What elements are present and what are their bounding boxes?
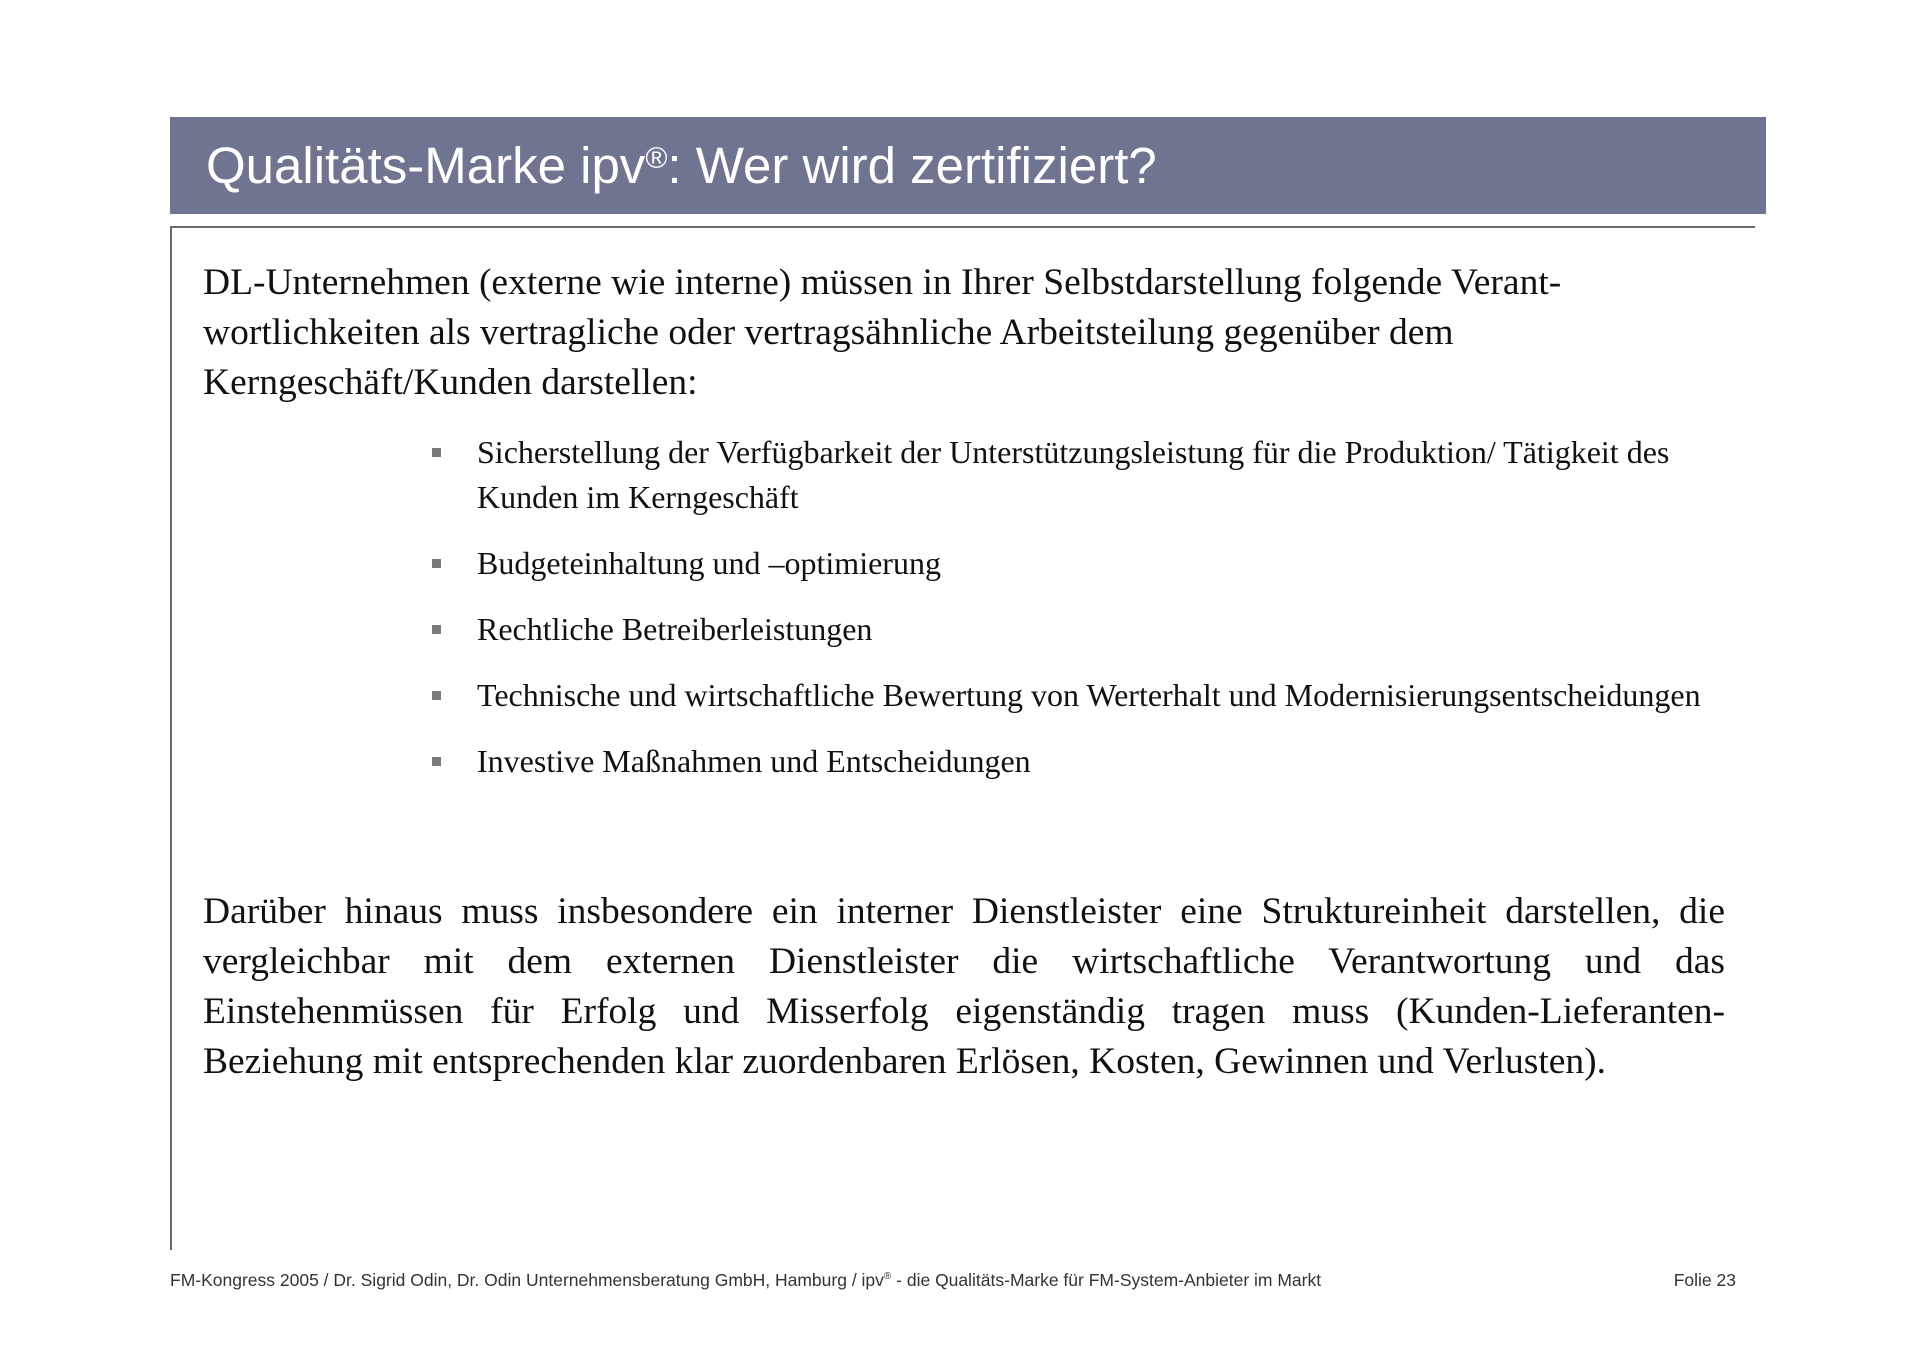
bullet-item bbox=[432, 430, 1732, 520]
bullet-item bbox=[432, 541, 1732, 586]
content-frame-top-line bbox=[170, 226, 1755, 228]
footer-credit bbox=[170, 1270, 1321, 1291]
content-frame-left-line bbox=[170, 226, 172, 1250]
bullet-text: Sicherstellung der Verfügbarkeit der Unterstützungsleistung für die Produktion/ Tätigkeit des Kunden im Kerngeschäft bbox=[477, 434, 1670, 515]
slide-title bbox=[206, 137, 1157, 194]
footer-credit-rest: - die Qualitäts-Marke für FM-System-Anbieter im Markt bbox=[891, 1270, 1322, 1290]
square-bullet-icon bbox=[432, 757, 441, 766]
title-bar bbox=[170, 117, 1766, 214]
bullet-item bbox=[432, 673, 1732, 718]
square-bullet-icon bbox=[432, 625, 441, 634]
slide-number: Folie 23 bbox=[1673, 1270, 1736, 1290]
bullet-item bbox=[432, 739, 1732, 784]
bullet-text: Technische und wirtschaftliche Bewertung von Werterhalt und Modernisierungsentscheidungen bbox=[477, 677, 1701, 713]
title-main: Qualitäts-Marke ipv bbox=[206, 137, 646, 194]
bullet-text: Rechtliche Betreiberleistungen bbox=[477, 611, 873, 647]
footer-credit-main: FM-Kongress 2005 / Dr. Sigrid Odin, Dr. Odin Unternehmensberatung GmbH, Hamburg / ipv bbox=[170, 1270, 884, 1290]
title-rest: : Wer wird zertifiziert? bbox=[667, 137, 1157, 194]
registered-mark: ® bbox=[645, 142, 668, 175]
bullet-text: Investive Maßnahmen und Entscheidungen bbox=[477, 743, 1031, 779]
bullet-item bbox=[432, 607, 1732, 652]
footer-registered-mark: ® bbox=[883, 1271, 892, 1282]
square-bullet-icon bbox=[432, 691, 441, 700]
square-bullet-icon bbox=[432, 448, 441, 457]
bullet-list bbox=[203, 430, 1732, 784]
closing-paragraph: Darüber hinaus muss insbesondere ein interner Dienstleister eine Struktureinheit darstellen, die vergleichbar mit dem externen Dienstleister die wirtschaftliche Verantwortung und das Einstehenmüssen für Erfolg und Misserfolg eigenständig tragen muss (Kunden-Lieferanten-Beziehung mit entsprechenden klar zuordenbaren Erlösen, Kosten, Gewinnen und Verlusten). bbox=[203, 891, 1725, 1082]
square-bullet-icon bbox=[432, 559, 441, 568]
intro-paragraph: DL-Unternehmen (externe wie interne) müssen in Ihrer Selbstdarstellung folgende Verant-wortlichkeiten als vertragliche oder vertragsähnliche Arbeitsteilung gegenüber dem Kerngeschäft/Kunden darstellen: bbox=[203, 262, 1562, 403]
bullet-text: Budgeteinhaltung und –optimierung bbox=[477, 545, 941, 581]
content-area bbox=[203, 258, 1725, 1087]
